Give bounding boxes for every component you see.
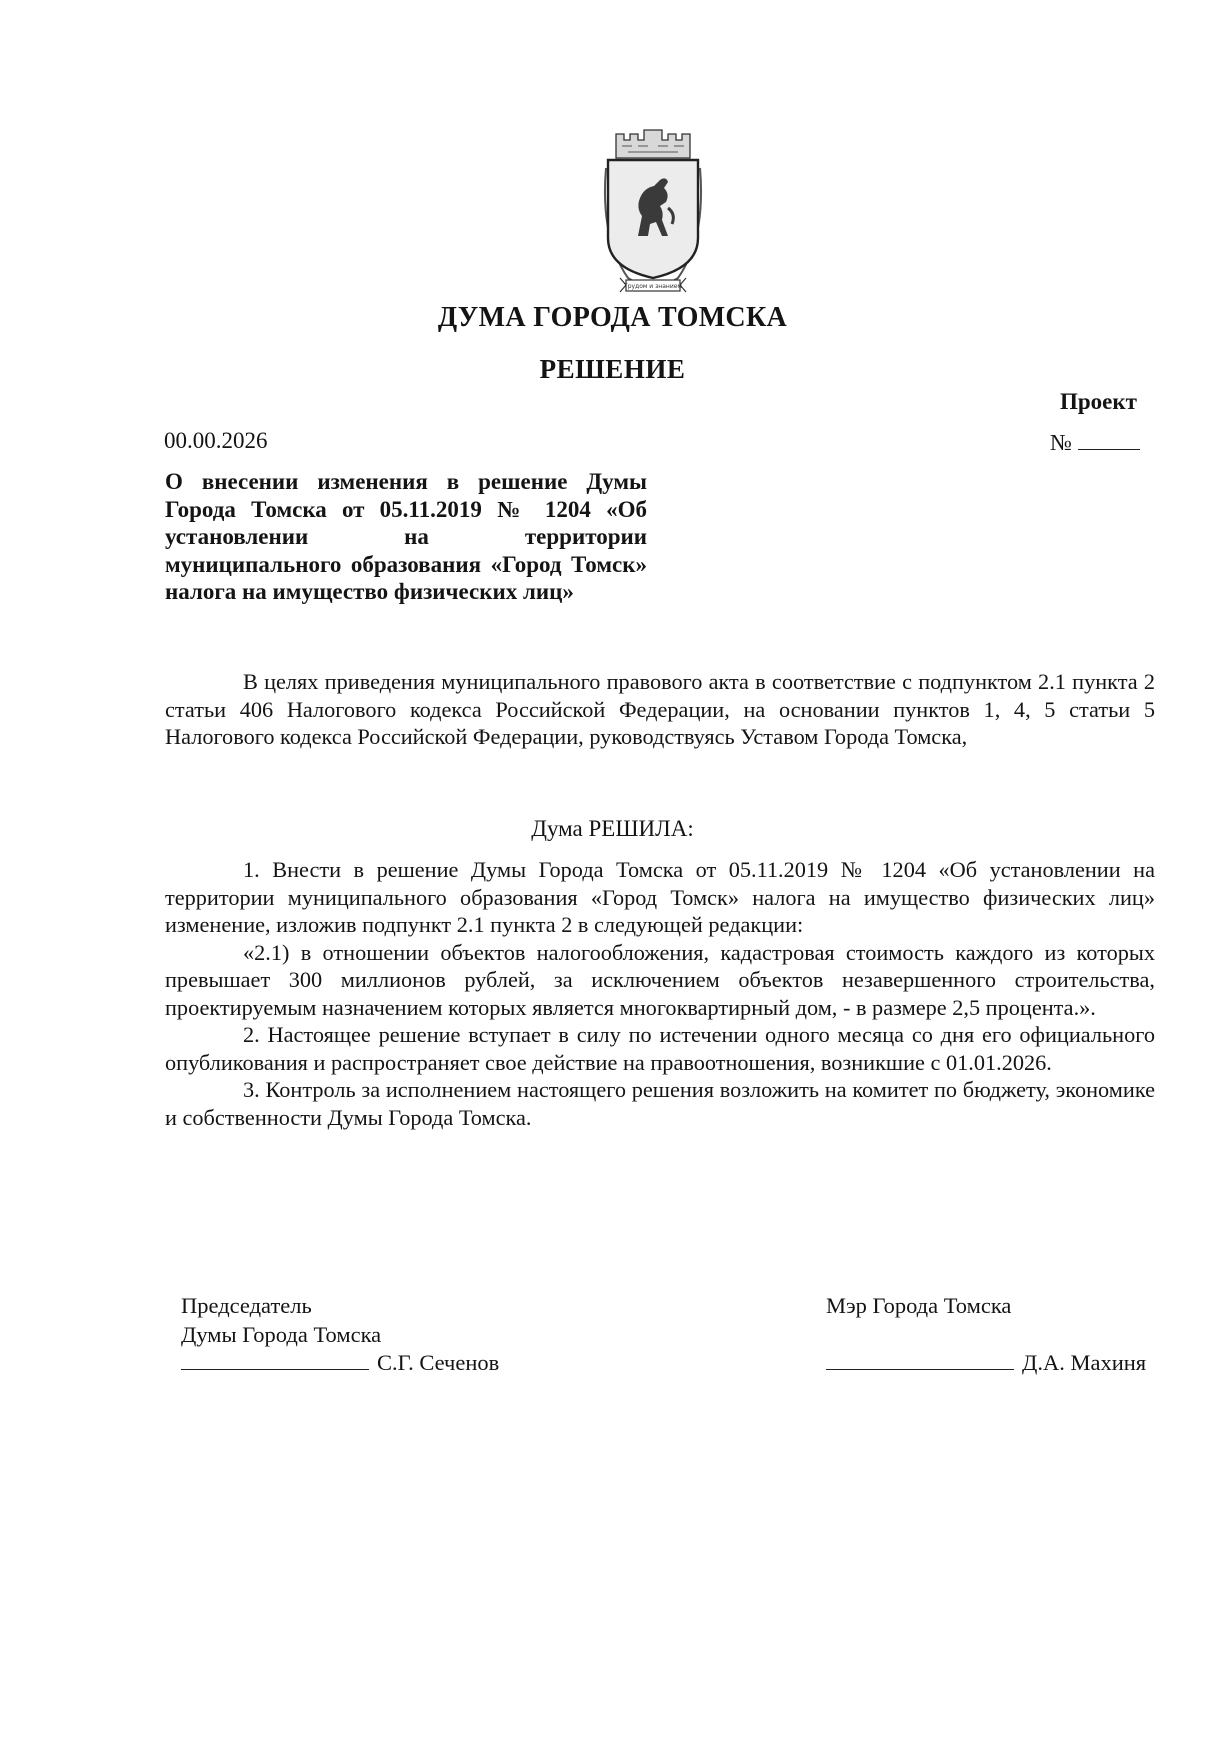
crest-motto: Трудом и знанием bbox=[624, 283, 682, 290]
mayor-signature-line bbox=[826, 1349, 1014, 1370]
chairman-title-line1: Председатель bbox=[181, 1293, 312, 1318]
document-subject: О внесении изменения в решение Думы Города Томска от 05.11.2019 № 1204 «Об установлении на территории муниципального образования «Город Томск» налога на имущество физических лиц» bbox=[165, 469, 647, 604]
item-2: 2. Настоящее решение вступает в силу по истечении одного месяца со дня его официального опубликования и распространяет свое действие на правоотношения, возникшие с 01.01.2026. bbox=[165, 1022, 1155, 1075]
mayor-name: Д.А. Махиня bbox=[1022, 1349, 1147, 1375]
chairman-signature-line bbox=[181, 1349, 369, 1370]
resolution-items bbox=[165, 856, 1155, 1131]
number-blank bbox=[1078, 431, 1140, 450]
document-type: РЕШЕНИЕ bbox=[539, 354, 686, 384]
number-label: № bbox=[1050, 430, 1072, 455]
item-1-quote: «2.1) в отношении объектов налогообложения, кадастровая стоимость каждого из которых превышает 300 миллионов рублей, за исключением объектов незавершенного строительства, проектируемым назначением которых является многоквартирный дом, - в размере 2,5 процента.». bbox=[165, 939, 1155, 1020]
tomsk-coat-of-arms-icon bbox=[598, 128, 708, 300]
document-number bbox=[1050, 430, 1140, 456]
preamble: В целях приведения муниципального правового акта в соответствие с подпунктом 2.1 пункта 2 статьи 406 Налогового кодекса Российской Федерации, на основании пунктов 1, 4, 5 статьи 5 Налогового кодекса Российской Федерации, руководствуясь Уставом Города Томска, bbox=[165, 669, 1155, 749]
chairman-title-line2: Думы Города Томска bbox=[181, 1321, 382, 1347]
mayor-signature-block bbox=[826, 1292, 1146, 1377]
project-label: Проект bbox=[1060, 389, 1137, 414]
chairman-signature-block bbox=[181, 1292, 499, 1378]
resolution-heading: Дума РЕШИЛА: bbox=[531, 816, 694, 841]
item-3: 3. Контроль за исполнением настоящего решения возложить на комитет по бюджету, экономике и собственности Думы Города Томска. bbox=[165, 1077, 1155, 1130]
item-1: 1. Внести в решение Думы Города Томска от 05.11.2019 № 1204 «Об установлении на территории муниципального образования «Город Томск» налога на имущество физических лиц» изменение, изложив подпункт 2.1 пункта 2 в следующей редакции: bbox=[165, 857, 1155, 937]
document-date: 00.00.2026 bbox=[164, 428, 268, 453]
mayor-title: Мэр Города Томска bbox=[826, 1293, 1012, 1318]
council-title: ДУМА ГОРОДА ТОМСКА bbox=[437, 302, 788, 333]
chairman-name: С.Г. Сеченов bbox=[377, 1350, 500, 1375]
